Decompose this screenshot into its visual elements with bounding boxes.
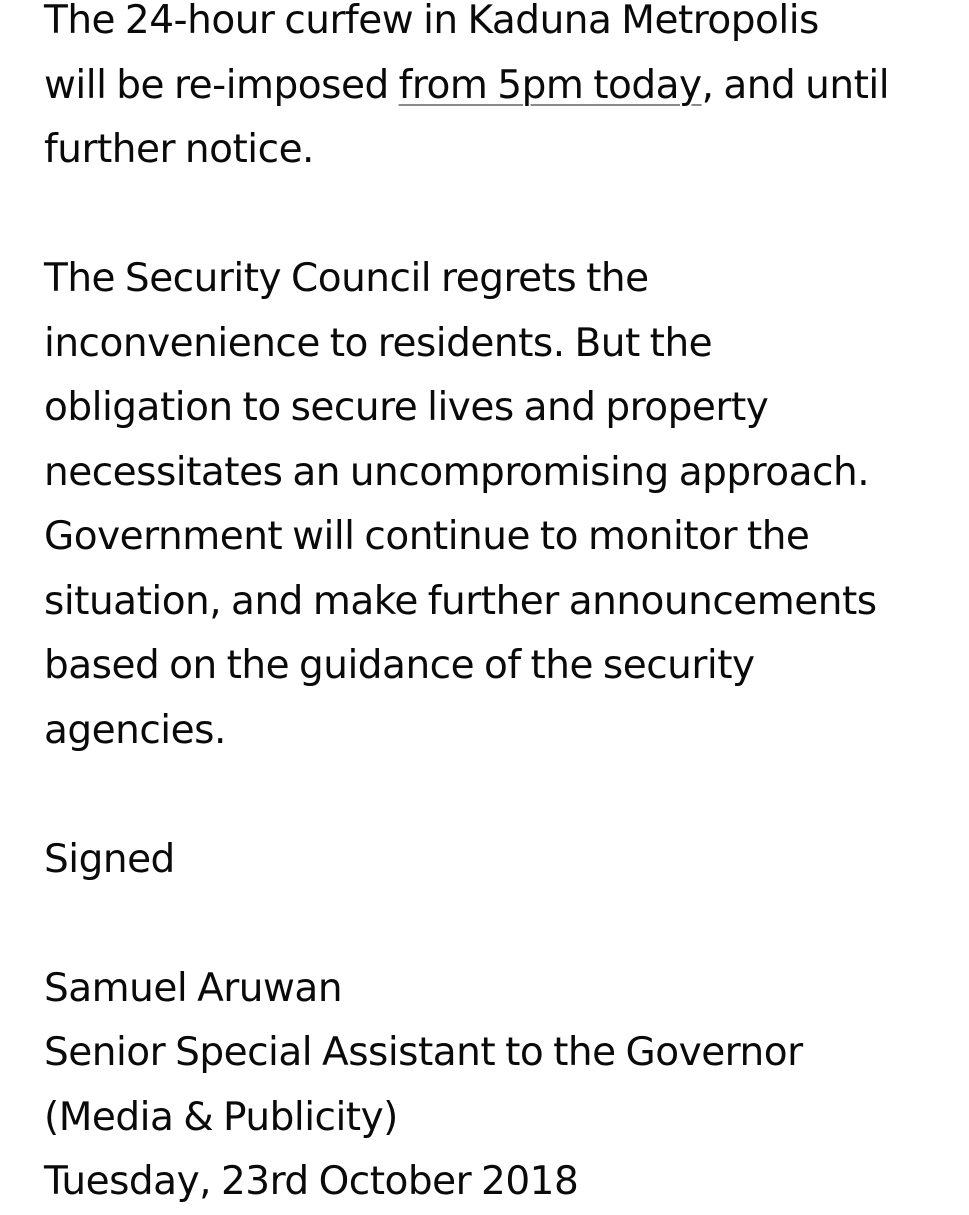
time-detected-link[interactable]: from 5pm today	[398, 62, 702, 108]
security-line: agencies.	[44, 707, 226, 753]
signed-label: Signed	[44, 836, 175, 882]
curfew-line-2-end: , and until	[701, 62, 890, 108]
statement-date: Tuesday, 23rd October 2018	[44, 1159, 579, 1204]
curfew-paragraph	[44, 0, 969, 183]
security-line: Government will continue to monitor the	[44, 514, 810, 559]
signed-paragraph	[44, 828, 969, 893]
security-line: inconvenience to residents. But the	[44, 320, 713, 366]
security-paragraph	[44, 247, 969, 763]
paragraph-gap	[44, 183, 969, 248]
security-line: obligation to secure lives and property	[44, 385, 769, 430]
curfew-line-2	[44, 54, 969, 119]
curfew-line-2-start: will be re-imposed	[44, 62, 399, 108]
security-line: The Security Council regrets the	[44, 256, 649, 301]
paragraph-gap	[44, 763, 969, 828]
curfew-line-3: further notice.	[44, 127, 314, 172]
signatory-title: Senior Special Assistant to the Governor	[44, 1030, 803, 1075]
security-line: necessitates an uncompromising approach.	[44, 449, 870, 495]
curfew-line-1: The 24-hour curfew in Kaduna Metropolis	[44, 0, 819, 43]
security-line: situation, and make further announcements	[44, 578, 877, 624]
signatory-name: Samuel Aruwan	[44, 965, 343, 1011]
note-body	[44, 0, 969, 1215]
signatory-department: (Media & Publicity)	[44, 1094, 398, 1140]
security-line: based on the guidance of the security	[44, 643, 755, 688]
signature-block	[44, 957, 969, 1215]
paragraph-gap	[44, 892, 969, 957]
